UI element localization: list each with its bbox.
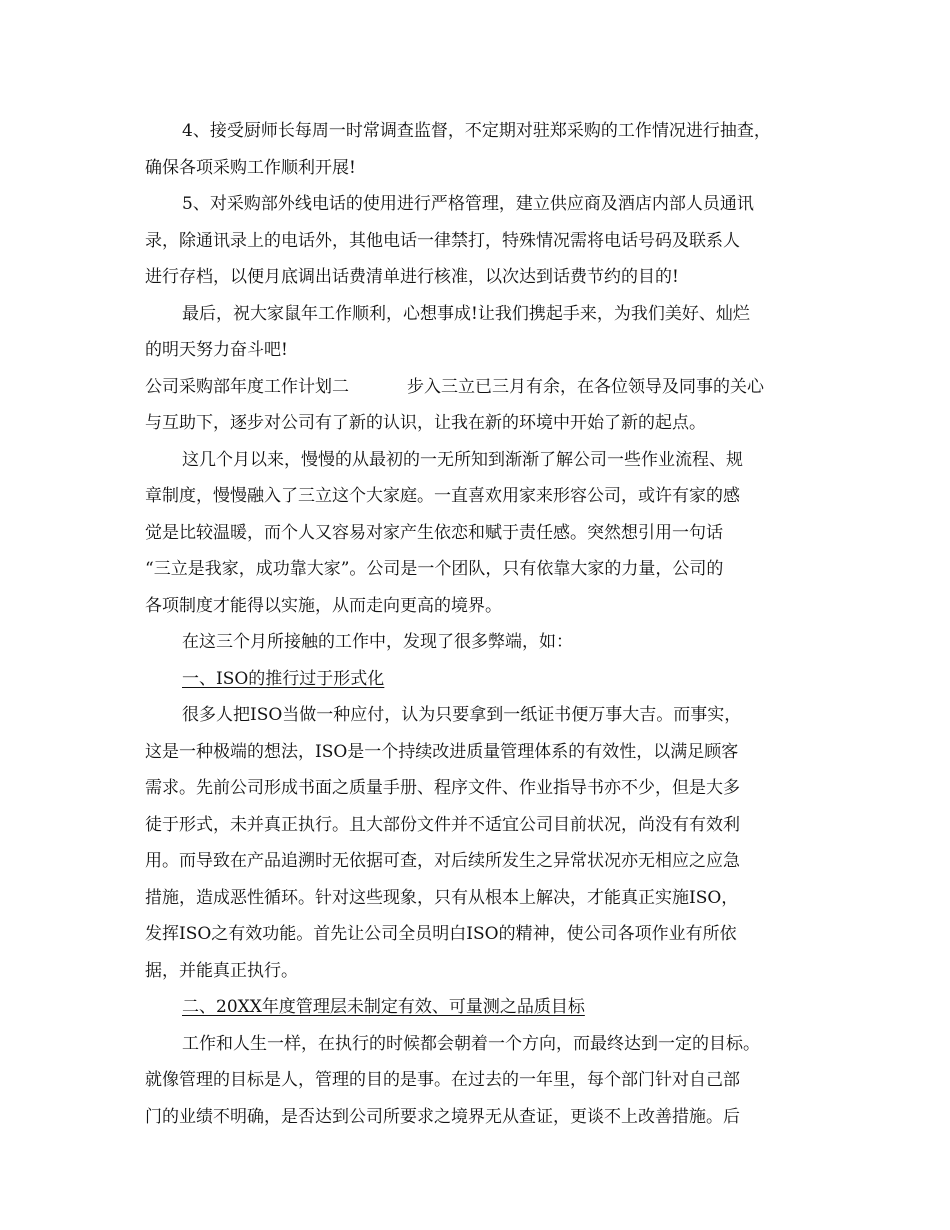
paragraph-line: 步入三立已三月有余，在各位领导及同事的关心 (407, 376, 764, 397)
paragraph-line: 录，除通讯录上的电话外，其他电话一律禁打，特殊情况需将电话号码及联系人 (145, 230, 740, 251)
paragraph-line: 章制度，慢慢融入了三立这个大家庭。一直喜欢用家来形容公司，或许有家的感 (145, 486, 740, 506)
paragraph-line: 就像管理的目标是人，管理的目的是事。在过去的一年里，每个部门针对自己部 (145, 1070, 740, 1090)
document-body (145, 113, 815, 1135)
paragraph-line: 5、对采购部外线电话的使用进行严格管理，建立供应商及酒店内部人员通讯 (182, 194, 754, 214)
paragraph-line: 需求。先前公司形成书面之质量手册、程序文件、作业指导书亦不少，但是大多 (145, 778, 740, 798)
paragraph-line: “三立是我家，成功靠大家”。公司是一个团队，只有依靠大家的力量，公司的 (145, 559, 724, 579)
section-title-line (145, 369, 815, 406)
heading-iso-text: 一、ISO的推行过于形式化 (182, 668, 385, 689)
section-title: 公司采购部年度工作计划二 (145, 376, 349, 397)
heading-iso (145, 661, 815, 698)
paragraph-line: 发挥ISO之有效功能。首先让公司全员明白ISO的精神，使公司各项作业有所依 (145, 924, 737, 944)
paragraph-line: 徒于形式，未并真正执行。且大部份文件并不适宜公司目前状况，尚没有有效利 (145, 814, 740, 835)
paragraph-line: 在这三个月所接触的工作中，发现了很多弊端，如： (182, 632, 573, 652)
paragraph-line: 用。而导致在产品追溯时无依据可查，对后续所发生之异常状况亦无相应之应急 (145, 851, 740, 871)
paragraph-line: 这是一种极端的想法，ISO是一个持续改进质量管理体系的有效性，以满足顾客 (145, 741, 739, 762)
heading-quality-goals (145, 989, 815, 1026)
paragraph-line: 觉是比较温暖，而个人又容易对家产生依恋和赋于责任感。突然想引用一句话 (145, 522, 723, 543)
paragraph-line: 确保各项采购工作顺利开展! (145, 157, 356, 178)
paragraph-line: 工作和人生一样，在执行的时候都会朝着一个方向，而最终达到一定的目标。 (182, 1033, 760, 1054)
paragraph-line: 措施，造成恶性循环。针对这些现象，只有从根本上解决，才能真正实施ISO， (145, 887, 739, 908)
paragraph-line: 与互助下，逐步对公司有了新的认识，让我在新的环境中开始了新的起点。 (145, 413, 706, 433)
paragraph-line: 据，并能真正执行。 (145, 960, 298, 981)
heading-quality-goals-text: 二、20XX年度管理层未制定有效、可量测之品质目标 (182, 997, 585, 1017)
paragraph-line: 各项制度才能得以实施，从而走向更高的境界。 (145, 595, 502, 616)
paragraph-line: 这几个月以来，慢慢的从最初的一无所知到渐渐了解公司一些作业流程、规 (182, 449, 743, 470)
paragraph-line: 4、接受厨师长每周一时常调查监督，不定期对驻郑采购的工作情况进行抽查， (182, 121, 771, 141)
paragraph-line: 很多人把ISO当做一种应付，认为只要拿到一纸证书便万事大吉。而事实， (182, 705, 742, 725)
paragraph-line: 门的业绩不明确，是否达到公司所要求之境界无从查证，更谈不上改善措施。后 (145, 1106, 740, 1127)
paragraph-line: 最后，祝大家鼠年工作顺利，心想事成!让我们携起手来，为我们美好、灿烂 (182, 303, 750, 324)
paragraph-line: 的明天努力奋斗吧! (145, 340, 288, 360)
paragraph-line: 进行存档，以便月底调出话费清单进行核准，以次达到话费节约的目的! (145, 267, 679, 287)
